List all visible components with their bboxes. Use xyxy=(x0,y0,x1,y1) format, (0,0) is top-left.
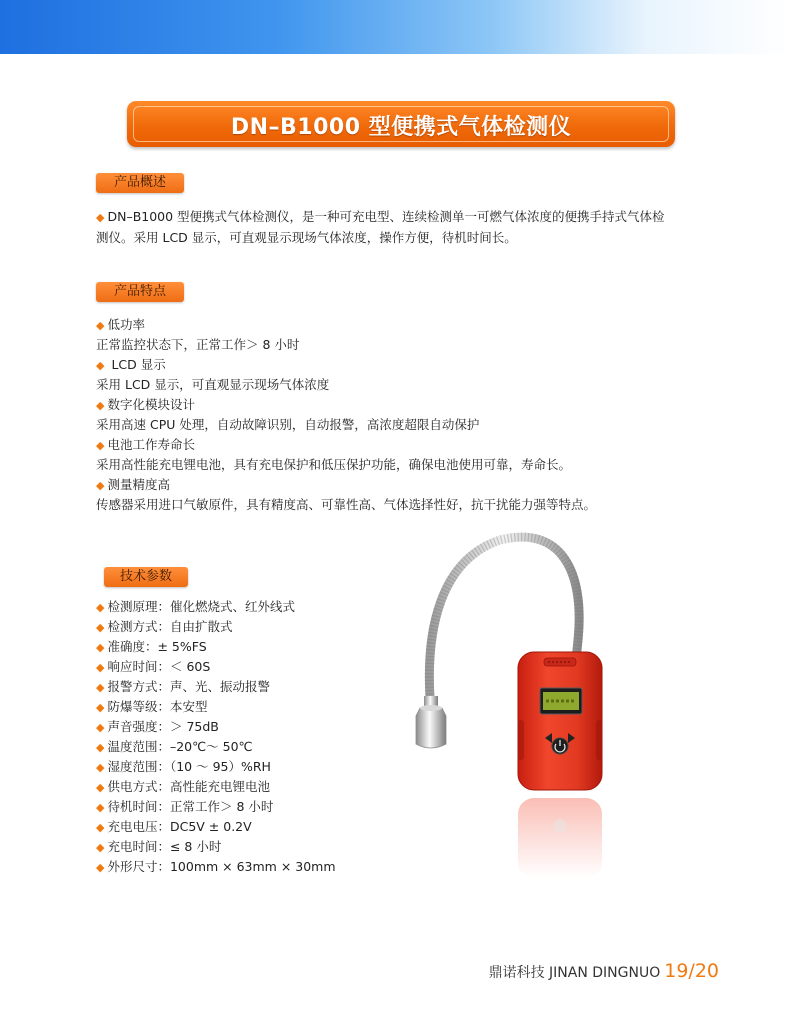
spec-item: ◆ 声音强度：＞ 75dB xyxy=(96,719,219,734)
spec-item: ◆ 准确度：± 5%FS xyxy=(96,639,207,654)
diamond-bullet-icon: ◆ xyxy=(96,701,105,714)
diamond-bullet-icon: ◆ xyxy=(96,721,105,734)
feature-title: ◆ 低功率 xyxy=(96,317,145,332)
section-tag-label: 产品概述 xyxy=(113,175,166,190)
title-banner xyxy=(127,101,675,147)
spec-item: ◆ 充电电压：DC5V ± 0.2V xyxy=(96,819,252,834)
gas-detector-image xyxy=(400,530,630,890)
spec-item: ◆ 响应时间：＜ 60S xyxy=(96,659,211,674)
diamond-bullet-icon: ◆ xyxy=(96,399,105,412)
overview-paragraph xyxy=(96,207,716,248)
spec-item: ◆ 报警方式：声、光、振动报警 xyxy=(96,679,270,694)
diamond-bullet-icon: ◆ xyxy=(96,601,105,614)
diamond-bullet-icon: ◆ xyxy=(96,861,105,874)
feature-title: ◆ LCD 显示 xyxy=(96,357,166,372)
diamond-bullet-icon: ◆ xyxy=(96,641,105,654)
header-gradient-bar xyxy=(0,0,790,54)
diamond-bullet-icon: ◆ xyxy=(96,661,105,674)
diamond-bullet-icon: ◆ xyxy=(96,359,105,372)
diamond-bullet-icon: ◆ xyxy=(96,801,105,814)
page-title: DN–B1000 型便携式气体检测仪 xyxy=(230,115,572,140)
feature-desc: 采用 LCD 显示，可直观显示现场气体浓度 xyxy=(96,377,330,392)
spec-item: ◆ 湿度范围：（10 ～ 95）%RH xyxy=(96,759,271,774)
page-number: 19/20 xyxy=(664,960,719,982)
feature-title: ◆ 数字化模块设计 xyxy=(96,397,195,412)
feature-desc: 采用高性能充电锂电池，具有充电保护和低压保护功能，确保电池使用可靠，寿命长。 xyxy=(96,457,572,472)
feature-desc: 正常监控状态下，正常工作＞ 8 小时 xyxy=(96,337,300,352)
diamond-bullet-icon: ◆ xyxy=(96,781,105,794)
diamond-bullet-icon: ◆ xyxy=(96,761,105,774)
diamond-bullet-icon: ◆ xyxy=(96,741,105,754)
diamond-bullet-icon: ◆ xyxy=(96,681,105,694)
feature-desc: 采用高速 CPU 处理，自动故障识别，自动报警，高浓度超限自动保护 xyxy=(96,417,480,432)
feature-title: ◆ 测量精度高 xyxy=(96,477,170,492)
section-tag-overview xyxy=(96,173,184,193)
diamond-bullet-icon: ◆ xyxy=(96,439,105,452)
diamond-bullet-icon: ◆ xyxy=(96,319,105,332)
footer-brand: 鼎诺科技 JINAN DINGNUO xyxy=(488,965,661,981)
spec-item: ◆ 待机时间：正常工作＞ 8 小时 xyxy=(96,799,274,814)
spec-item: ◆ 检测方式：自由扩散式 xyxy=(96,619,233,634)
gas-detector-illustration xyxy=(400,530,630,890)
section-tag-label: 技术参数 xyxy=(119,569,172,584)
feature-desc: 传感器采用进口气敏原件，具有精度高、可靠性高、气体选择性好，抗干扰能力强等特点。 xyxy=(96,497,597,512)
section-tag-features xyxy=(96,282,184,302)
diamond-bullet-icon: ◆ xyxy=(96,621,105,634)
section-tag-label: 产品特点 xyxy=(113,284,166,299)
diamond-bullet-icon: ◆ xyxy=(96,479,105,492)
spec-item: ◆ 温度范围：–20℃～ 50℃ xyxy=(96,739,253,754)
page-footer xyxy=(489,960,719,982)
diamond-bullet-icon: ◆ xyxy=(96,821,105,834)
overview-line-2: 测仪。采用 LCD 显示，可直观显示现场气体浓度，操作方便，待机时间长。 xyxy=(96,230,517,245)
spec-item: ◆ 防爆等级：本安型 xyxy=(96,699,208,714)
spec-item: ◆ 供电方式：高性能充电锂电池 xyxy=(96,779,270,794)
feature-title: ◆ 电池工作寿命长 xyxy=(96,437,195,452)
overview-line-1: ◆ DN–B1000 型便携式气体检测仪，是一种可充电型、连续检测单一可燃气体浓度的便携手持式气体检 xyxy=(96,209,665,224)
spec-item: ◆ 外形尺寸：100mm × 63mm × 30mm xyxy=(96,859,336,874)
section-tag-specs xyxy=(104,567,188,587)
diamond-bullet-icon: ◆ xyxy=(96,211,105,224)
spec-item: ◆ 充电时间：≤ 8 小时 xyxy=(96,839,222,854)
diamond-bullet-icon: ◆ xyxy=(96,841,105,854)
spec-item: ◆ 检测原理：催化燃烧式、红外线式 xyxy=(96,599,295,614)
